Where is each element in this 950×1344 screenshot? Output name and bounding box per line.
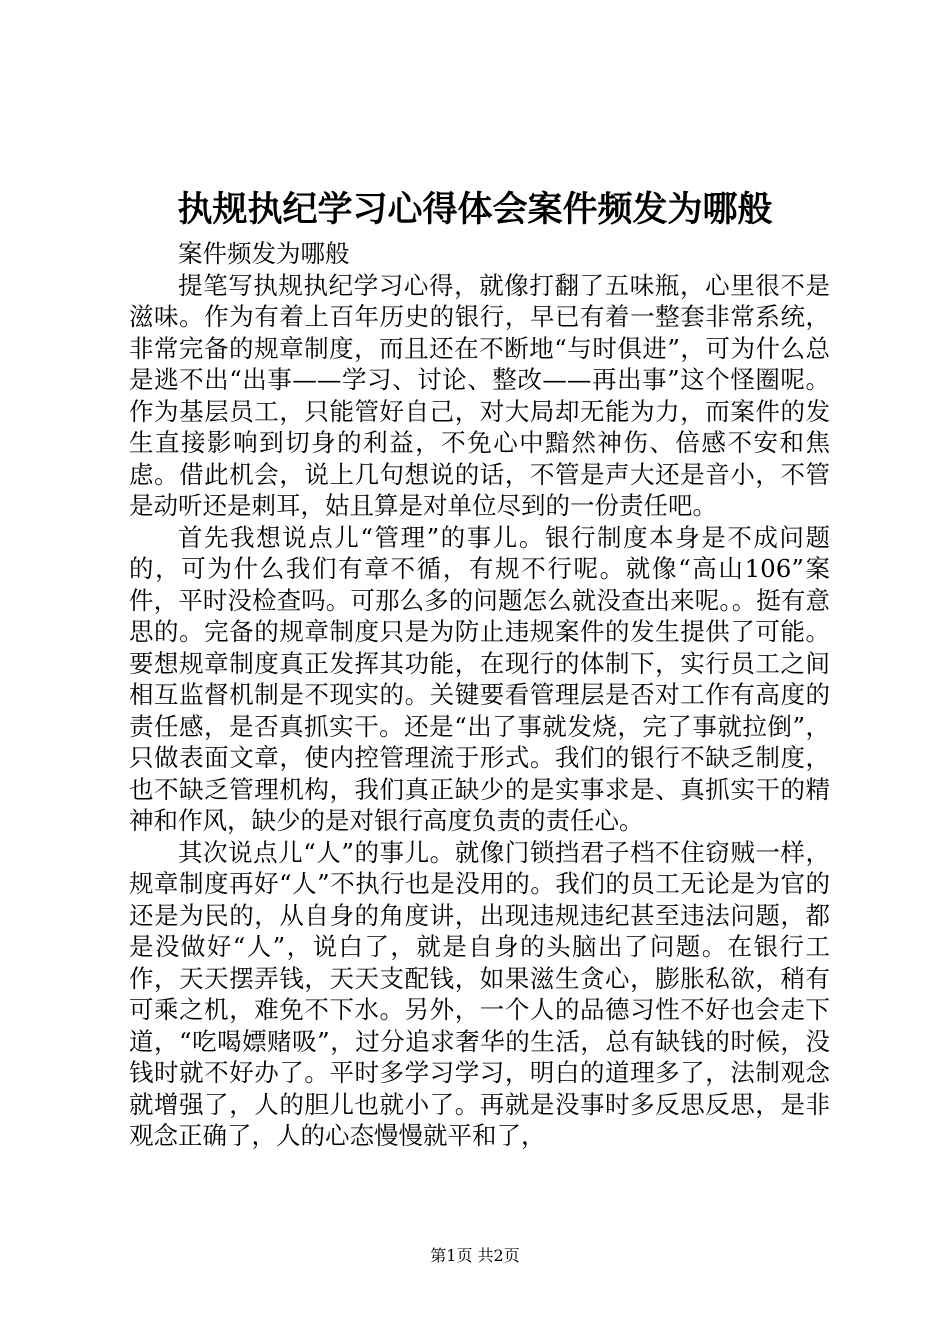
document-body xyxy=(129,238,830,1152)
document-title: 执规执纪学习心得体会案件频发为哪般 xyxy=(177,189,773,230)
page-footer: 第1页 共2页 xyxy=(430,1246,520,1265)
subtitle-paragraph: 案件频发为哪般 xyxy=(178,239,350,268)
body-paragraph-3: 其次说点儿“人”的事儿。就像门锁挡君子档不住窃贼一样，规章制度再好“人”不执行也是没用的。我们的员工无论是为官的还是为民的，从自身的角度讲，出现违规违纪甚至违法问题，都是没做好“人”，说白了，就是自身的头脑出了问题。在银行工作，天天摆弄钱，天天支配钱，如果滋生贪心，膨胀私欲，稍有可乘之机，难免不下水。另外，一个人的品德习性不好也会走下道，“吃喝嫖赌吸”，过分追求奢华的生活，总有缺钱的时候，没钱时就不好办了。平时多学习学习，明白的道理多了，法制观念就增强了，人的胆儿也就小了。再就是没事时多反思反思，是非观念正确了，人的心态慢慢就平和了， xyxy=(129,837,830,1150)
body-paragraph-1: 提笔写执规执纪学习心得，就像打翻了五味瓶，心里很不是滋味。作为有着上百年历史的银行，早已有着一整套非常系统，非常完备的规章制度，而且还在不断地“与时俱进”，可为什么总是逃不出“出事——学习、讨论、整改——再出事”这个怪圈呢。作为基层员工，只能管好自己，对大局却无能为力，而案件的发生直接影响到切身的利益，不免心中黯然神伤、倍感不安和焦虑。借此机会，说上几句想说的话，不管是声大还是音小，不管是动听还是刺耳，姑且算是对单位尽到的一份责任吧。 xyxy=(129,270,830,520)
body-paragraph-2: 首先我想说点儿“管理”的事儿。银行制度本身是不成问题的，可为什么我们有章不循，有规不行呢。就像“高山106”案件，平时没检查吗。可那么多的问题怎么就没查出来呢。。挺有意思的。完备的规章制度只是为防止违规案件的发生提供了可能。要想规章制度真正发挥其功能，在现行的体制下，实行员工之间相互监督机制是不现实的。关键要看管理层是否对工作有高度的责任感，是否真抓实干。还是“出了事就发烧，完了事就拉倒”，只做表面文章，使内控管理流于形式。我们的银行不缺乏制度，也不缺乏管理机构，我们真正缺少的是实事求是、真抓实干的精神和作风，缺少的是对银行高度负责的责任心。 xyxy=(129,522,830,835)
